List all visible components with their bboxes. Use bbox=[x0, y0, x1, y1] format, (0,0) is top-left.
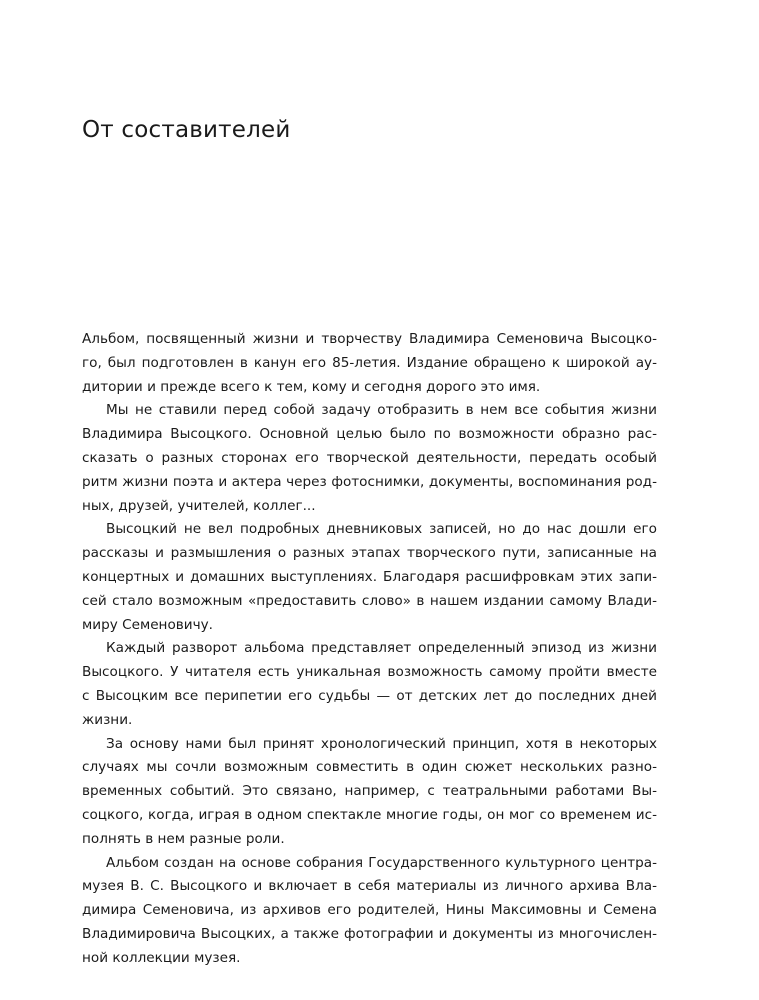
text-line: сей стало возможным «предоставить слово» в нашем издании самому Влади- bbox=[82, 592, 657, 609]
text-line: полнять в нем разные роли. bbox=[82, 830, 285, 847]
text-line: димира Семеновича, из архивов его родителей, Нины Максимовны и Семена bbox=[82, 902, 657, 919]
text-line: концертных и домашних выступлениях. Благодаря расшифровкам этих запи- bbox=[82, 568, 657, 585]
text-line: жизни. bbox=[82, 711, 133, 728]
text-line: Альбом, посвященный жизни и творчеству Владимира Семеновича Высоцко- bbox=[82, 331, 657, 347]
text-line: ритм жизни поэта и актера через фотоснимки, документы, воспоминания род- bbox=[82, 473, 657, 490]
text-line: Каждый разворот альбома представляет определенный эпизод из жизни bbox=[106, 640, 657, 657]
text-line: ной коллекции музея. bbox=[82, 949, 241, 966]
text-line: случаях мы сочли возможным совместить в один сюжет нескольких разно- bbox=[82, 759, 657, 776]
text-line: соцкого, когда, играя в одном спектакле многие годы, он мог со временем ис- bbox=[82, 806, 657, 823]
text-line: За основу нами был принят хронологический принцип, хотя в некоторых bbox=[106, 735, 657, 752]
text-line: дитории и прежде всего к тем, кому и сегодня дорого это имя. bbox=[82, 378, 541, 395]
text-line: Владимира Высоцкого. Основной целью было по возможности образно рас- bbox=[82, 426, 657, 443]
text-line: Мы не ставили перед собой задачу отобразить в нем все события жизни bbox=[106, 402, 657, 419]
text-line: Высоцкий не вел подробных дневниковых записей, но до нас дошли его bbox=[106, 521, 657, 538]
text-line: сказать о разных сторонах его творческой деятельности, передать особый bbox=[82, 449, 657, 466]
text-line: ных, друзей, учителей, коллег... bbox=[82, 497, 316, 514]
body-text bbox=[82, 328, 657, 971]
text-line: го, был подготовлен в канун его 85-летия. Издание обращено к широкой ау- bbox=[82, 354, 657, 371]
text-line: Высоцкого. У читателя есть уникальная возможность самому пройти вместе bbox=[82, 664, 657, 681]
text-line: музея В. С. Высоцкого и включает в себя материалы из личного архива Вла- bbox=[82, 878, 657, 895]
text-line: рассказы и размышления о разных этапах творческого пути, записанные на bbox=[82, 545, 657, 562]
text-line: с Высоцким все перипетии его судьбы — от детских лет до последних дней bbox=[82, 687, 657, 704]
text-line: временных событий. Это связано, например, с театральными работами Вы- bbox=[82, 783, 657, 800]
text-line: Владимировича Высоцких, а также фотографии и документы из многочислен- bbox=[82, 925, 657, 942]
page-title: От составителей bbox=[82, 117, 291, 143]
text-line: Альбом создан на основе собрания Государственного культурного центра- bbox=[106, 854, 657, 871]
text-line: миру Семеновичу. bbox=[82, 616, 214, 633]
